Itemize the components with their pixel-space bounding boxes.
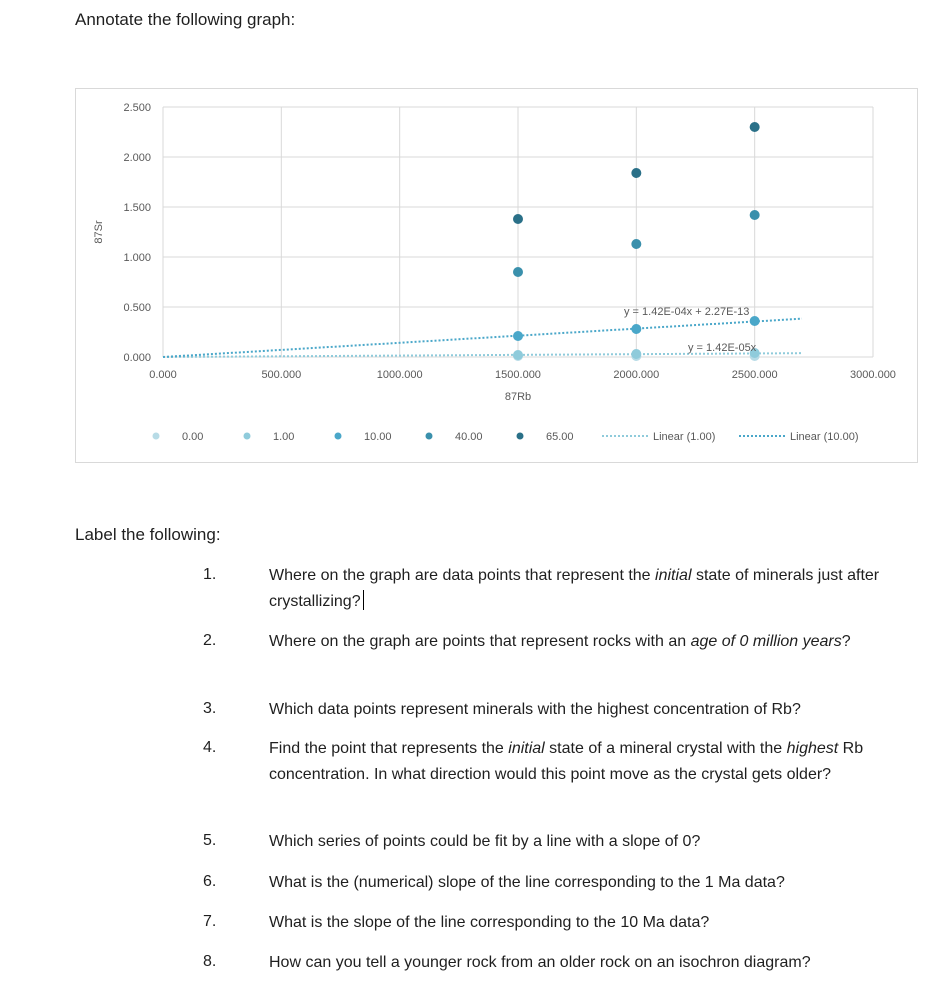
question-text-part: How can you tell a younger rock from an older rock on an isochron diagram? xyxy=(269,954,811,971)
legend-label: 1.00 xyxy=(273,431,295,443)
y-tick-label: 2.500 xyxy=(123,102,151,114)
question-text-part: Where on the graph are points that represent rocks with an xyxy=(269,633,691,650)
y-axis-title: 87Sr xyxy=(93,220,105,244)
legend-marker xyxy=(517,433,524,440)
question-text xyxy=(269,950,929,976)
data-point xyxy=(750,122,760,132)
question-text xyxy=(269,910,929,936)
legend-label: 0.00 xyxy=(182,431,204,443)
question-number: 2. xyxy=(203,632,217,649)
legend-marker xyxy=(335,433,342,440)
y-tick-label: 1.500 xyxy=(123,202,151,214)
isochron-chart xyxy=(75,88,918,463)
question-number: 5. xyxy=(203,832,217,849)
question-text-part: highest xyxy=(786,740,839,757)
x-tick-label: 0.000 xyxy=(149,369,177,381)
x-tick-label: 1500.000 xyxy=(495,369,541,381)
x-tick-label: 500.000 xyxy=(261,369,302,381)
question-text xyxy=(269,563,929,615)
legend-label: 65.00 xyxy=(546,431,574,443)
legend-label: Linear (10.00) xyxy=(790,431,859,443)
page-title: Annotate the following graph: xyxy=(75,10,296,29)
question-text-part: state of minerals just after crystallizing? xyxy=(269,567,880,610)
question-number: 4. xyxy=(203,739,217,756)
x-tick-label: 1000.000 xyxy=(376,369,423,381)
legend-marker xyxy=(244,433,251,440)
x-tick-label: 2000.000 xyxy=(613,369,660,381)
legend-label: 10.00 xyxy=(364,431,392,443)
question-text-part: Where on the graph are data points that represent the xyxy=(269,567,656,584)
question-text-part: Find the point that represents the xyxy=(269,740,509,757)
question-text-part: Rb concentration. In what direction would this point move as the crystal gets older? xyxy=(269,740,864,783)
question-text xyxy=(269,736,929,788)
question-text-part: ? xyxy=(841,633,851,650)
question-number: 3. xyxy=(203,700,217,717)
question-number: 1. xyxy=(203,566,217,583)
y-tick-label: 2.000 xyxy=(123,152,151,164)
question-number: 7. xyxy=(203,913,217,930)
text-cursor xyxy=(363,590,364,610)
question-text xyxy=(269,629,929,655)
data-point xyxy=(513,331,523,341)
data-point xyxy=(750,316,760,326)
question-text-part: state of a mineral crystal with the xyxy=(544,740,787,757)
data-point xyxy=(750,210,760,220)
y-tick-label: 0.500 xyxy=(123,302,151,314)
question-text-part: What is the slope of the line corresponding to the 10 Ma data? xyxy=(269,914,710,931)
legend-marker xyxy=(426,433,433,440)
data-point xyxy=(631,324,641,334)
question-text-part: Which series of points could be fit by a line with a slope of 0? xyxy=(269,833,701,850)
question-text-part: initial xyxy=(508,740,545,757)
data-point xyxy=(631,239,641,249)
x-tick-label: 2500.000 xyxy=(731,369,778,381)
question-text xyxy=(269,870,929,896)
x-tick-label: 3000.000 xyxy=(850,369,896,381)
question-text-part: Which data points represent minerals with the highest concentration of Rb? xyxy=(269,701,801,718)
section-label: Label the following: xyxy=(75,525,221,544)
chart-svg xyxy=(76,89,919,464)
question-text xyxy=(269,829,929,855)
legend-label: Linear (1.00) xyxy=(653,431,716,443)
question-text-part: initial xyxy=(655,567,692,584)
question-number: 8. xyxy=(203,953,217,970)
data-point xyxy=(513,350,523,360)
question-text xyxy=(269,697,929,723)
y-tick-label: 0.000 xyxy=(123,352,151,364)
question-text-part: What is the (numerical) slope of the line corresponding to the 1 Ma data? xyxy=(269,874,785,891)
question-number: 6. xyxy=(203,873,217,890)
question-text-part: age of 0 million years xyxy=(690,633,842,650)
trendline-equation: y = 1.42E-05x xyxy=(688,342,757,354)
data-point xyxy=(513,267,523,277)
data-point xyxy=(513,214,523,224)
data-point xyxy=(631,349,641,359)
legend-marker xyxy=(153,433,160,440)
trendline-equation: y = 1.42E-04x + 2.27E-13 xyxy=(624,306,750,318)
y-tick-label: 1.000 xyxy=(123,252,151,264)
legend-label: 40.00 xyxy=(455,431,483,443)
x-axis-title: 87Rb xyxy=(504,391,532,403)
data-point xyxy=(631,168,641,178)
